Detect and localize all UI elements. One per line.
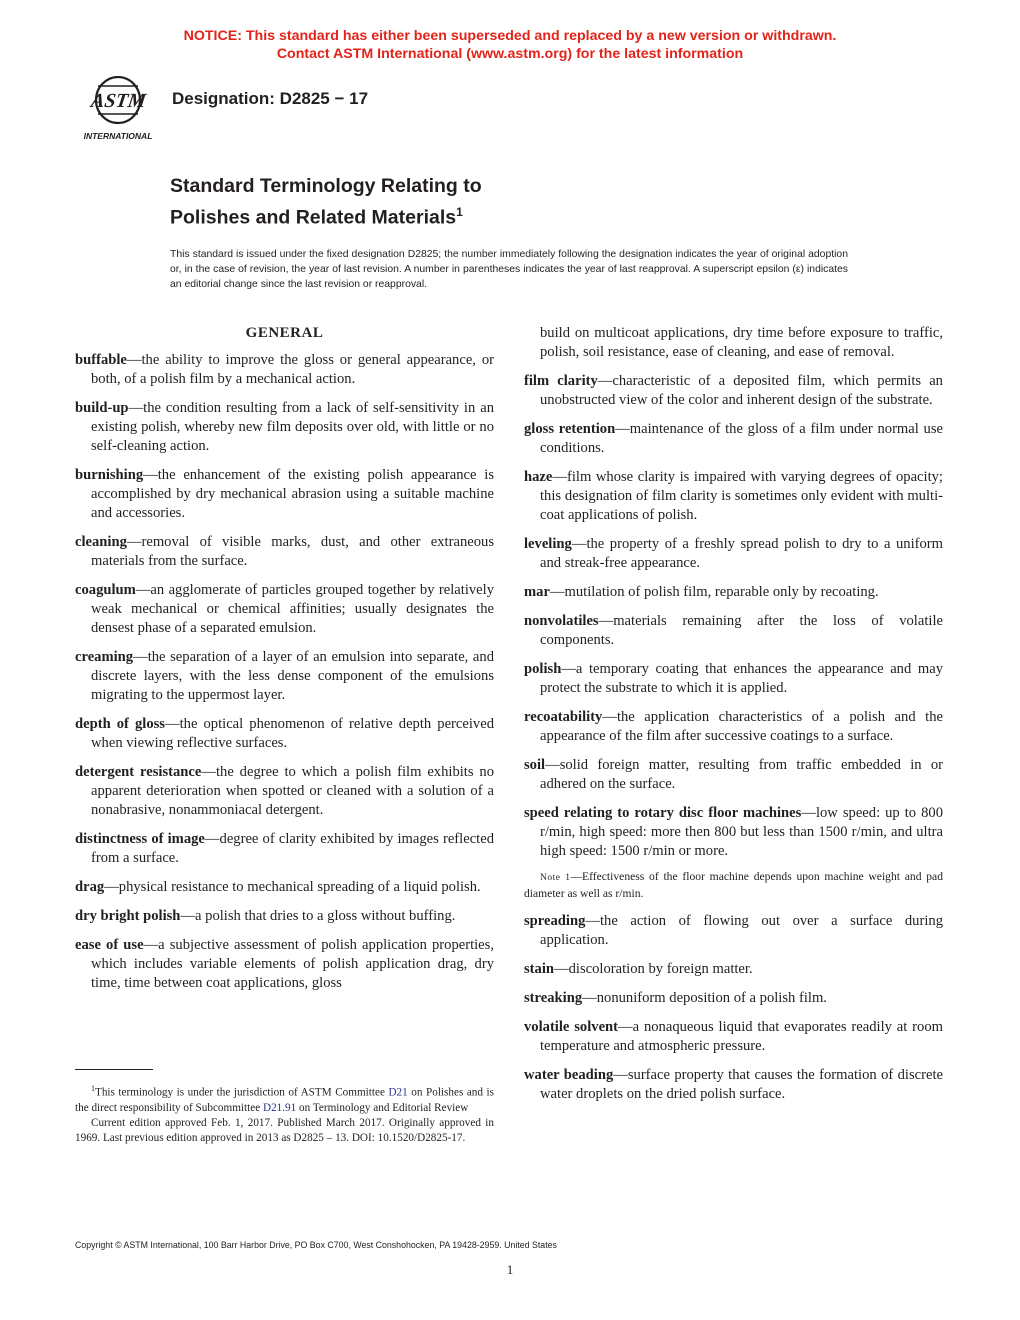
definition-entry (524, 372, 943, 410)
term: buffable (75, 352, 127, 368)
definition-entry (75, 936, 494, 993)
footnote-text-b: on Polishes and is the direct responsibility of Subcommittee (75, 1086, 494, 1114)
term: burnishing (75, 467, 144, 483)
note-1 (524, 869, 943, 902)
definition: —the ability to improve the gloss or general appearance, or both, of a polish film by a mechanical action. (91, 352, 494, 387)
term: nonvolatiles (524, 613, 599, 629)
definition: —the separation of a layer of an emulsion into separate, and discrete layers, with the less dense component of the emulsions migrating to the uppermost layer. (91, 649, 494, 703)
term: recoatability (524, 709, 603, 725)
term: drag (75, 879, 105, 895)
definition: —a nonaqueous liquid that evaporates readily at room temperature and atmospheric pressure. (540, 1019, 943, 1054)
definition: —the degree to which a polish film exhibits no apparent deterioration when spotted or cleaned with a solution of a nonabrasive, nonammoniacal detergent. (91, 764, 495, 818)
term: creaming (75, 649, 134, 665)
term: soil (524, 757, 546, 773)
term: haze (524, 469, 553, 485)
logo-subtext: INTERNATIONAL (83, 131, 153, 141)
definition-entry (524, 420, 943, 458)
footnote-text-a: This terminology is under the jurisdiction of ASTM Committee (95, 1086, 389, 1099)
definition: —the optical phenomenon of relative depth perceived when viewing reflective surfaces. (91, 716, 494, 751)
section-heading: GENERAL (245, 325, 324, 341)
continued-definition: build on multicoat applications, dry time before exposure to traffic, polish, soil resistance, ease of cleaning, and ease of removal. (540, 325, 943, 360)
notice-line-2: Contact ASTM International (www.astm.org) for the latest information (276, 46, 744, 62)
definition: —the application characteristics of a polish and the appearance of the film after successive coatings to a surface. (540, 709, 943, 744)
footnote-text-c: on Terminology and Editorial Review (296, 1101, 469, 1114)
copyright-line: Copyright © ASTM International, 100 Barr Harbor Drive, PO Box C700, West Conshohocken, PA 19428-2959. United States (75, 1240, 557, 1250)
definition-entry (75, 533, 494, 571)
definition: —degree of clarity exhibited by images reflected from a surface. (91, 831, 494, 866)
intro-paragraph: This standard is issued under the fixed designation D2825; the number immediately following the designation indicates the year of original adoption or, in the case of revision, the year of last revision. A number in parentheses indicates the year of last reapproval. A superscript epsilon (ε) indicates an editorial change since the last revision or reapproval. (170, 249, 848, 290)
definition-entry (75, 399, 494, 456)
term: mar (524, 584, 550, 600)
definition: —solid foreign matter, resulting from traffic embedded in or adhered on the surface. (540, 757, 943, 792)
footnotes (75, 1081, 494, 1147)
term: leveling (524, 536, 572, 552)
definition: —the action of flowing out over a surface during application. (540, 913, 943, 948)
notice-banner (0, 27, 1020, 63)
definition: —physical resistance to mechanical spreading of a liquid polish. (104, 879, 481, 895)
notice-line-1: NOTICE: This standard has either been superseded and replaced by a new version or withdrawn. (183, 28, 837, 44)
right-column (524, 324, 943, 1114)
term: stain (524, 961, 555, 977)
footnote-edition: Current edition approved Feb. 1, 2017. Published March 2017. Originally approved in 1969. Last previous edition approved in 2013 as D2825 – 13. DOI: 10.1520/D2825-17. (75, 1117, 494, 1145)
definition-entry (524, 960, 943, 979)
definition-entry (524, 1066, 943, 1104)
left-entry-list (75, 351, 494, 993)
definition: —a temporary coating that enhances the appearance and may protect the substrate to which it is applied. (540, 661, 943, 696)
definition: —materials remaining after the loss of volatile components. (540, 613, 943, 648)
term: water beading (524, 1067, 614, 1083)
definition: —a subjective assessment of polish application properties, which includes variable elements of polish application drag, dry time, time between coat applications, gloss (91, 937, 494, 991)
logo-mark-text: ASTM (89, 90, 148, 112)
note-label: Note 1 (540, 873, 571, 883)
page-number: 1 (506, 1262, 514, 1277)
definition-entry (75, 581, 494, 638)
definition-entry (75, 648, 494, 705)
definition: —discoloration by foreign matter. (554, 961, 753, 977)
term: cleaning (75, 534, 127, 550)
right-entry-list-b (524, 912, 943, 1104)
definition: —mutilation of polish film, reparable only by recoating. (549, 584, 879, 600)
definition: —nonuniform deposition of a polish film. (582, 990, 827, 1006)
right-entry-list-a (524, 372, 943, 861)
subcommittee-link[interactable]: D21.91 (262, 1101, 297, 1114)
term: speed relating to rotary disc floor machines (524, 805, 802, 821)
term: build-up (75, 400, 129, 416)
definition: —maintenance of the gloss of a film under normal use conditions. (540, 421, 943, 456)
definition: —the enhancement of the existing polish appearance is accomplished by dry mechanical abrasion using a suitable machine and accessories. (91, 467, 494, 521)
definition-entry (524, 912, 943, 950)
footnote-1 (75, 1081, 494, 1116)
definition-entry (75, 466, 494, 523)
definition-entry (524, 612, 943, 650)
definition-entry (524, 1018, 943, 1056)
term: spreading (524, 913, 586, 929)
definition: —a polish that dries to a gloss without buffing. (180, 908, 456, 924)
definition-entry (524, 660, 943, 698)
footnote-divider (75, 1069, 153, 1070)
definition: —surface property that causes the formation of discrete water droplets on the dried polish surface. (540, 1067, 943, 1102)
definition: —removal of visible marks, dust, and other extraneous materials from the surface. (91, 534, 494, 569)
term: detergent resistance (75, 764, 202, 780)
left-column (75, 324, 494, 1003)
title-footnote-mark: 1 (456, 205, 463, 219)
footnote-mark: 1 (91, 1084, 95, 1093)
definition-entry (75, 715, 494, 753)
definition: —the property of a freshly spread polish to dry to a uniform and streak-free appearance. (540, 536, 943, 571)
definition: —film whose clarity is impaired with varying degrees of opacity; this designation of film clarity is sometimes only evident with multi-coat applications of polish. (540, 469, 943, 523)
astm-logo-icon (76, 76, 160, 142)
designation: Designation: D2825 − 17 (172, 89, 369, 108)
title-line-2: Polishes and Related Materials (170, 206, 457, 229)
definition-entry (524, 708, 943, 746)
definition-entry (524, 804, 943, 861)
title-line-1: Standard Terminology Relating to (170, 175, 482, 197)
definition: —the condition resulting from a lack of self-sensitivity in an existing polish, whereby new film deposits over old, with little or no self-cleaning action. (91, 400, 494, 454)
definition-entry (524, 583, 943, 602)
definition-entry (75, 351, 494, 389)
definition-entry (524, 989, 943, 1008)
note-text: —Effectiveness of the floor machine depends upon machine weight and pad diameter as well as r/min. (524, 870, 943, 900)
term: film clarity (524, 373, 598, 389)
definition: —an agglomerate of particles grouped together by relatively weak mechanical or chemical affinities; usually designates the densest phase of a separated emulsion. (91, 582, 494, 636)
definition-entry (75, 763, 494, 820)
term: volatile solvent (524, 1019, 619, 1035)
term: depth of gloss (75, 716, 165, 732)
term: polish (524, 661, 562, 677)
document-title (170, 173, 482, 231)
definition-entry (75, 878, 494, 897)
definition: —low speed: up to 800 r/min, high speed: more then 800 but less than 1500 r/min, and ultra high speed: 1500 r/min or more. (540, 805, 943, 859)
definition-entry (524, 756, 943, 794)
term: streaking (524, 990, 583, 1006)
definition: —characteristic of a deposited film, which permits an unobstructed view of the color and inherent design of the substrate. (540, 373, 943, 408)
term: ease of use (75, 937, 144, 953)
term: gloss retention (524, 421, 616, 437)
definition-entry (524, 535, 943, 573)
committee-link[interactable]: D21 (388, 1086, 408, 1099)
term: distinctness of image (75, 831, 205, 847)
definition-entry (524, 468, 943, 525)
term: coagulum (75, 582, 136, 598)
term: dry bright polish (75, 908, 181, 924)
definition-entry (75, 830, 494, 868)
definition-entry (75, 907, 494, 926)
